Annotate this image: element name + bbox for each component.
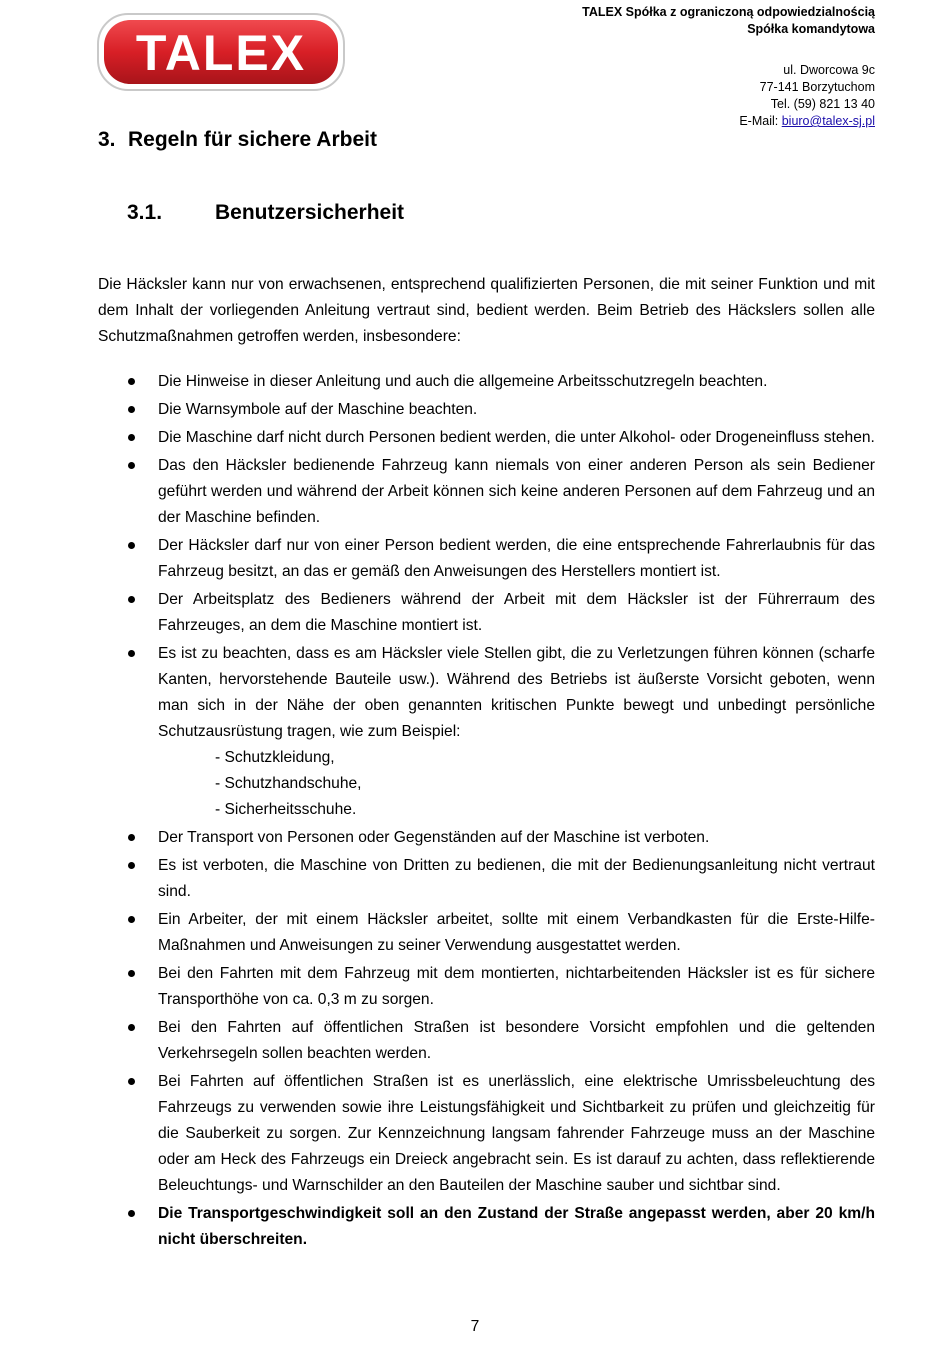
subsection-title: Benutzersicherheit [215, 201, 405, 224]
protective-gear-item: - Schutzhandschuhe, [215, 775, 362, 792]
intro-paragraph: Die Häcksler kann nur von erwachsenen, entsprechend qualifizierten Personen, die mit seiner Funktion und mit dem Inhalt der vorliegenden Anleitung vertraut sind, bedient werden. Beim Betrieb des Häckslers sollen alle Schutzmaßnahmen getroffen werden, insbesondere: [98, 276, 875, 345]
bullet-icon [128, 378, 135, 385]
email-link[interactable]: biuro@talex-sj.pl [781, 114, 875, 128]
bullet-icon [128, 434, 135, 441]
list-item: Es ist zu beachten, dass es am Häcksler viele Stellen gibt, die zu Verletzungen führen können (scharfe Kanten, hervorstehende Bauteile usw.). Während des Betriebs ist äußerste Vorsicht geboten, wenn man sich in der Nähe der oben genannten kritischen Punkte bewegt und unbedingt persönliche Schutzausrüstung tragen, wie zum Beispiel: - Schutzkleidung, - Schutzhandschuhe, - Sicherheitsschuhe. [98, 641, 875, 823]
list-item: Bei Fahrten auf öffentlichen Straßen ist es unerlässlich, eine elektrische Umrissbeleuchtung des Fahrzeugs zu verwenden sowie ihre Leistungsfähigkeit und Sichtbarkeit zu prüfen und gleichzeitig für die Sauberkeit zu sorgen. Zur Kennzeichnung langsam fahrender Fahrzeuge muss an der Maschine oder am Heck des Fahrzeugs ein Dreieck angebracht sein. Es ist darauf zu achten, dass reflektierende Beleuchtungs- und Warnschilder an den Bauteilen der Maschine sauber und sichtbar sind. [98, 1069, 875, 1199]
section-title: Regeln für sichere Arbeit [128, 128, 377, 151]
section-heading [98, 128, 377, 152]
protective-gear-item: - Sicherheitsschuhe. [215, 801, 357, 818]
company-info [582, 4, 875, 130]
list-item: Die Hinweise in dieser Anleitung und auch die allgemeine Arbeitsschutzregeln beachten. [98, 369, 875, 395]
list-item: Die Transportgeschwindigkeit soll an den Zustand der Straße angepasst werden, aber 20 km/h nicht überschreiten. [98, 1201, 875, 1253]
list-item: Die Warnsymbole auf der Maschine beachten. [98, 397, 875, 423]
bullet-icon [128, 462, 135, 469]
company-email [582, 113, 875, 130]
talex-logo [96, 12, 346, 92]
section-number: 3. [98, 128, 116, 151]
list-item: Der Arbeitsplatz des Bedieners während der Arbeit mit dem Häcksler ist der Führerraum des Fahrzeuges, an dem die Maschine montiert ist. [98, 587, 875, 639]
company-street: ul. Dworcowa 9c [783, 63, 875, 77]
bullet-icon [128, 916, 135, 923]
bullet-icon [128, 1024, 135, 1031]
list-item: Der Transport von Personen oder Gegenständen auf der Maschine ist verboten. [98, 825, 875, 851]
bullet-icon [128, 596, 135, 603]
bullet-icon [128, 862, 135, 869]
list-item: Das den Häcksler bedienende Fahrzeug kann niemals von einer anderen Person als sein Bediener geführt werden und während der Arbeit können sich keine anderen Personen auf dem Fahrzeug und an der Maschine befinden. [98, 453, 875, 531]
bullet-icon [128, 1078, 135, 1085]
company-name: TALEX Spółka z ograniczoną odpowiedzialnością [582, 5, 875, 19]
svg-text:TALEX: TALEX [135, 25, 307, 81]
list-item: Der Häcksler darf nur von einer Person bedient werden, die eine entsprechende Fahrerlaubnis für das Fahrzeug besitzt, an das er gemäß den Anweisungen des Herstellers montiert ist. [98, 533, 875, 585]
bullet-icon [128, 970, 135, 977]
company-city: 77-141 Borzytuchom [759, 80, 875, 94]
protective-gear-item: - Schutzkleidung, [215, 749, 335, 766]
list-item: Ein Arbeiter, der mit einem Häcksler arbeitet, sollte mit einem Verbandkasten für die Erste-Hilfe-Maßnahmen und Anweisungen zu seiner Verwendung ausgestattet werden. [98, 907, 875, 959]
bullet-icon [128, 650, 135, 657]
safety-rules-list [98, 369, 875, 1255]
bullet-icon [128, 406, 135, 413]
company-type: Spółka komandytowa [747, 22, 875, 36]
company-phone: Tel. (59) 821 13 40 [770, 97, 875, 111]
list-item: Es ist verboten, die Maschine von Dritten zu bedienen, die mit der Bedienungsanleitung nicht vertraut sind. [98, 853, 875, 905]
list-item: Bei den Fahrten mit dem Fahrzeug mit dem montierten, nichtarbeitenden Häcksler ist es für sichere Transporthöhe von ca. 0,3 m zu sorgen. [98, 961, 875, 1013]
bullet-icon [128, 834, 135, 841]
list-item: Die Maschine darf nicht durch Personen bedient werden, die unter Alkohol- oder Drogeneinfluss stehen. [98, 425, 875, 451]
subsection-heading [127, 201, 404, 225]
subsection-number: 3.1. [127, 201, 163, 224]
bullet-icon [128, 542, 135, 549]
bullet-icon [128, 1210, 135, 1217]
page-number: 7 [470, 1318, 480, 1335]
list-item: Bei den Fahrten auf öffentlichen Straßen ist besondere Vorsicht empfohlen und die geltenden Verkehrsegeln sollen beachten werden. [98, 1015, 875, 1067]
email-label: E-Mail: [739, 114, 782, 128]
